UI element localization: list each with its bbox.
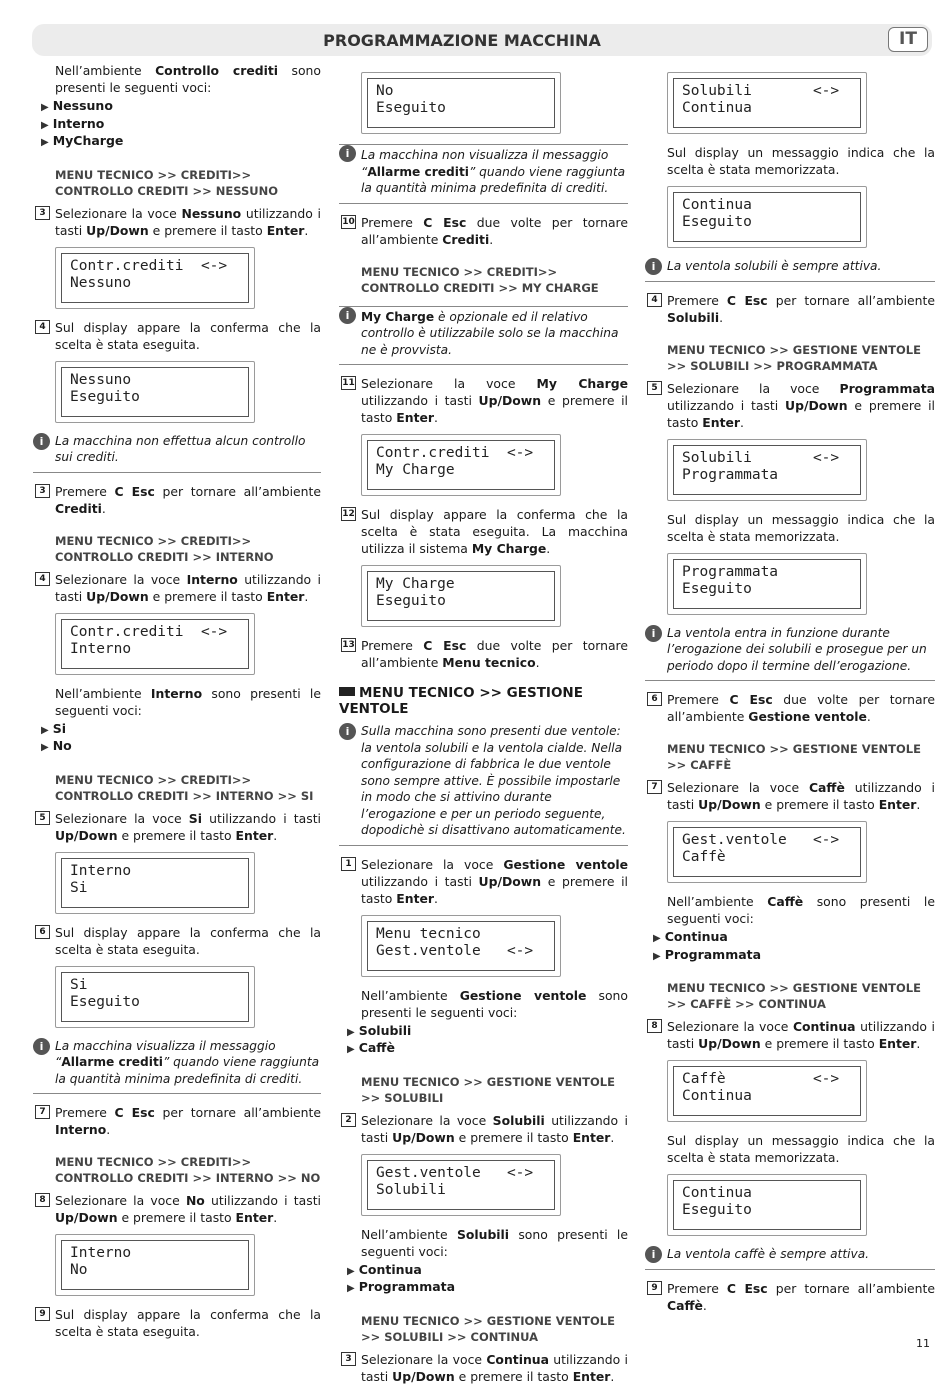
lcd-display: Nessuno Eseguito [55,361,255,423]
lcd-display: Menu tecnico Gest.ventole <-> [361,915,561,977]
paragraph: Nell’ambiente Solubili sono presenti le seguenti voci: [361,1226,628,1259]
lcd-display: Continua Eseguito [667,186,867,248]
list-item: ▶ Continua [653,929,935,947]
section-heading: MENU TECNICO >> CREDITI>> CONTROLLO CREDITI >> NESSUNO [55,167,278,198]
paragraph: Nell’ambiente Caffè sono presenti le seguenti voci: [667,894,935,926]
info-icon: i [339,307,356,324]
step: 4 Sul display appare la conferma che la scelta è stata eseguita. [33,319,321,353]
step: 3 Premere C Esc per tornare all’ambiente Crediti. [33,483,321,517]
step-number: 4 [35,572,50,586]
lcd-display: Gest.ventole <-> Solubili [361,1154,561,1216]
info-icon: i [33,1038,50,1055]
paragraph: Sul display un messaggio indica che la scelta è stata memorizzata. [667,1133,935,1165]
section-heading: MENU TECNICO >> GESTIONE VENTOLE >> SOLUBILI >> PROGRAMMATA [667,342,921,373]
step: 3 Selezionare la voce Nessuno utilizzando i tasti Up/Down e premere il tasto Enter. [33,205,321,239]
step-number: 8 [35,1193,50,1207]
step-number: 7 [35,1105,50,1119]
chapter-heading: MENU TECNICO >> GESTIONE VENTOLE [339,685,583,717]
step-number: 3 [35,484,50,498]
info-note: i La ventola entra in funzione durante l’erogazione dei solubili e prosegue per un periodo dopo il termine dell’erogazione. [645,625,935,682]
step-number: 4 [647,293,662,307]
lcd-display: Interno Si [55,852,255,914]
list-item: ▶ Solubili [347,1023,628,1041]
paragraph: Nell’ambiente Interno sono presenti le seguenti voci: [55,685,321,718]
step-number: 5 [35,811,50,825]
step: 4 Selezionare la voce Interno utilizzando i tasti Up/Down e premere il tasto Enter. [33,571,321,605]
list-item: ▶ Interno [41,116,321,134]
step-number: 8 [647,1019,662,1033]
info-note: i La macchina non effettua alcun controllo sui crediti. [33,433,321,473]
section-heading: MENU TECNICO >> GESTIONE VENTOLE >> CAFFÈ [667,742,921,772]
lcd-display: No Eseguito [361,72,561,134]
step-number: 7 [647,780,662,794]
section-heading: MENU TECNICO >> GESTIONE VENTOLE >> CAFFÈ >> CONTINUA [667,981,921,1011]
step: 6 Premere C Esc due volte per tornare all’ambiente Gestione ventole. [645,691,935,725]
list-item: ▶ Programmata [347,1279,628,1297]
section-heading: MENU TECNICO >> CREDITI>> CONTROLLO CREDITI >> MY CHARGE [361,264,599,295]
step-number: 6 [647,692,662,706]
step: 9 Sul display appare la conferma che la scelta è stata eseguita. [33,1306,321,1340]
paragraph: Sul display un messaggio indica che la scelta è stata memorizzata. [667,145,935,177]
step: 13 Premere C Esc due volte per tornare all’ambiente Menu tecnico. [342,638,628,670]
lcd-display: Contr.crediti <-> Nessuno [55,247,255,309]
step: 9 Premere C Esc per tornare all’ambiente Caffè. [645,1280,935,1314]
step: 8 Selezionare la voce No utilizzando i tasti Up/Down e premere il tasto Enter. [33,1192,321,1226]
step-number: 5 [647,381,662,395]
paragraph: Nell’ambiente Gestione ventole sono presenti le seguenti voci: [361,987,628,1020]
step: 4 Premere C Esc per tornare all’ambiente Solubili. [645,292,935,326]
info-note: i La macchina non visualizza il messaggio “Allarme crediti” quando viene raggiunta la quantità minima predefinita di crediti. [339,144,628,204]
step-number: 10 [342,216,355,227]
step: 11 Selezionare la voce My Charge utilizzando i tasti Up/Down e premere il tasto Enter. [342,376,628,425]
step-number: 2 [341,1113,356,1127]
info-note: i La ventola solubili è sempre attiva. [645,258,935,282]
step-number: 4 [35,320,50,334]
option-list [33,721,321,756]
lcd-display: Programmata Eseguito [667,553,867,615]
list-item: ▶ Continua [347,1262,628,1280]
step-number: 1 [341,857,356,871]
column-2 [339,72,628,1385]
step: 7 Selezionare la voce Caffè utilizzando i tasti Up/Down e premere il tasto Enter. [645,779,935,813]
info-note: i My Charge è opzionale ed il relativo controllo è utilizzabile solo se la macchina ne è provvista. [339,306,628,366]
list-item: ▶ Nessuno [41,98,321,116]
list-item: ▶ Programmata [653,947,935,965]
step-number: 11 [342,378,355,388]
option-list [339,1262,628,1297]
step: 2 Selezionare la voce Solubili utilizzando i tasti Up/Down e premere il tasto Enter. [339,1112,628,1146]
info-icon: i [33,433,50,450]
lcd-display: Caffè <-> Continua [667,1060,867,1122]
lcd-display: Contr.crediti <-> My Charge [361,434,561,496]
info-icon: i [339,145,356,162]
step: 1 Selezionare la voce Gestione ventole utilizzando i tasti Up/Down e premere il tasto Enter. [339,856,628,907]
option-list [33,98,321,151]
step-number: 12 [342,509,355,519]
list-item: ▶ MyCharge [41,133,321,151]
info-icon: i [645,258,662,275]
info-note: i Sulla macchina sono presenti due ventole: la ventola solubili e la ventola cialde. Nella configurazione di fabbrica le due ventole sono sempre attive. È possibile impostarle in modo che si attivino durante l’erogazione e per un periodo seguente, dopodichè si disattivano automaticamente. [339,723,628,846]
column-1 [33,62,321,1340]
lcd-display: Continua Eseguito [667,1174,867,1236]
lcd-display: Si Eseguito [55,966,255,1028]
step: 5 Selezionare la voce Si utilizzando i tasti Up/Down e premere il tasto Enter. [33,810,321,844]
step: 3 Selezionare la voce Continua utilizzando i tasti Up/Down e premere il tasto Enter. [339,1351,628,1385]
section-heading: MENU TECNICO >> GESTIONE VENTOLE >> SOLUBILI >> CONTINUA [361,1313,615,1344]
list-item: ▶ Caffè [347,1040,628,1058]
list-item: ▶ Si [41,721,321,739]
lcd-display: Gest.ventole <-> Caffè [667,821,867,883]
info-icon: i [645,1246,662,1263]
intro-paragraph: Nell’ambiente Controllo crediti sono presenti le seguenti voci: [55,63,321,95]
step-number: 9 [35,1307,50,1321]
page-header [32,24,932,56]
option-list [339,1023,628,1058]
lcd-display: Interno No [55,1234,255,1296]
info-icon: i [339,723,356,740]
lcd-display: Solubili <-> Continua [667,72,867,134]
section-heading: MENU TECNICO >> CREDITI>> CONTROLLO CREDITI >> INTERNO [55,533,274,564]
step: 12 Sul display appare la conferma che la scelta è stata eseguita. La macchina utilizza il sistema My Charge. [342,507,628,556]
step: 7 Premere C Esc per tornare all’ambiente Interno. [33,1104,321,1138]
page-title: PROGRAMMAZIONE MACCHINA [323,31,601,50]
step-number: 13 [342,640,355,650]
step: 6 Sul display appare la conferma che la scelta è stata eseguita. [33,924,321,958]
step-number: 3 [341,1352,356,1366]
step-number: 9 [647,1281,662,1295]
lcd-display: My Charge Eseguito [361,565,561,627]
info-note: i La ventola caffè è sempre attiva. [645,1246,935,1270]
step-number: 6 [35,925,50,939]
info-note: i La macchina visualizza il messaggio “Allarme crediti” quando viene raggiunta la quantità minima predefinita di crediti. [33,1038,321,1095]
paragraph: Sul display un messaggio indica che la scelta è stata memorizzata. [667,511,935,544]
info-icon: i [645,625,662,642]
list-item: ▶ No [41,738,321,756]
step: 8 Selezionare la voce Continua utilizzando i tasti Up/Down e premere il tasto Enter. [645,1018,935,1052]
square-bullet-icon [339,687,355,696]
option-list [645,929,935,964]
step: 10 Premere C Esc due volte per tornare all’ambiente Crediti. [342,214,628,247]
page-number: 11 [916,1337,930,1350]
section-heading: MENU TECNICO >> CREDITI>> CONTROLLO CREDITI >> INTERNO >> SI [55,772,314,803]
language-badge: IT [888,27,928,52]
lcd-display: Solubili <-> Programmata [667,439,867,501]
step: 5 Selezionare la voce Programmata utilizzando i tasti Up/Down e premere il tasto Enter. [645,380,935,431]
lcd-display: Contr.crediti <-> Interno [55,613,255,675]
step-number: 3 [35,206,50,220]
section-heading: MENU TECNICO >> CREDITI>> CONTROLLO CREDITI >> INTERNO >> NO [55,1155,321,1185]
section-heading: MENU TECNICO >> GESTIONE VENTOLE >> SOLUBILI [361,1074,615,1105]
column-3 [645,72,935,1314]
